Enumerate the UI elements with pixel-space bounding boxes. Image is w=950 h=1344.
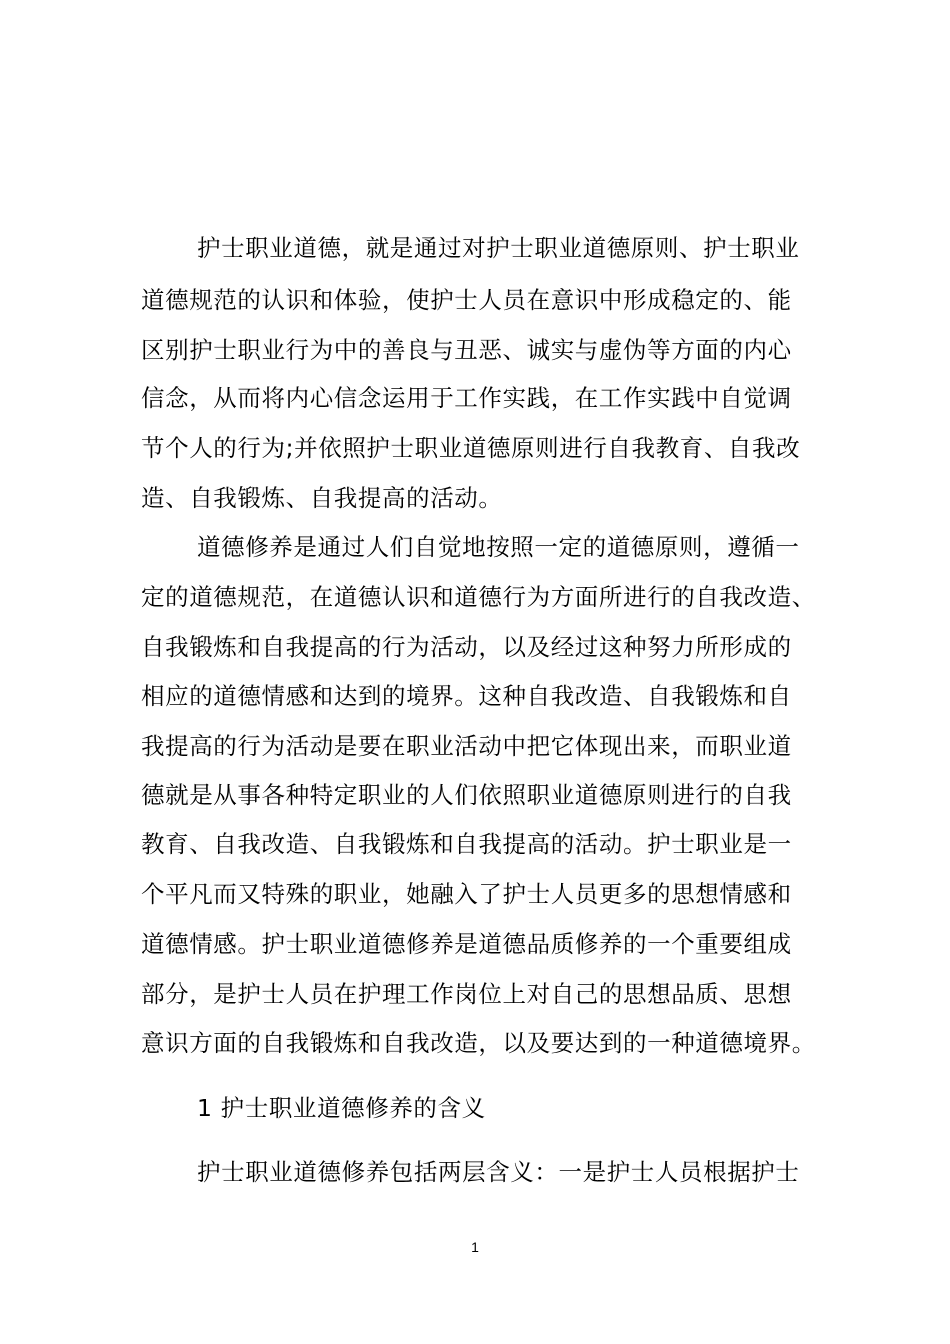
paragraph-2-line-3: 自我锻炼和自我提高的行为活动，以及经过这种努力所形成的 bbox=[141, 633, 792, 661]
paragraph-1-line-6: 造、自我锻炼、自我提高的活动。 bbox=[141, 484, 503, 512]
page-number: 1 bbox=[471, 1239, 479, 1255]
paragraph-1-line-4: 信念，从而将内心信念运用于工作实践，在工作实践中自觉调 bbox=[141, 384, 792, 412]
paragraph-2-line-1: 道德修养是通过人们自觉地按照一定的道德原则，遵循一 bbox=[197, 533, 800, 561]
paragraph-2-line-11: 意识方面的自我锻炼和自我改造，以及要达到的一种道德境界。 bbox=[141, 1029, 816, 1057]
paragraph-2-line-2: 定的道德规范，在道德认识和道德行为方面所进行的自我改造、 bbox=[141, 583, 816, 611]
paragraph-2-line-6: 德就是从事各种特定职业的人们依照职业道德原则进行的自我 bbox=[141, 781, 792, 809]
paragraph-2-line-10: 部分，是护士人员在护理工作岗位上对自己的思想品质、思想 bbox=[141, 980, 792, 1008]
paragraph-2-line-9: 道德情感。护士职业道德修养是道德品质修养的一个重要组成 bbox=[141, 930, 792, 958]
paragraph-2-line-4: 相应的道德情感和达到的境界。这种自我改造、自我锻炼和自 bbox=[141, 682, 792, 710]
paragraph-1-line-1: 护士职业道德，就是通过对护士职业道德原则、护士职业 bbox=[197, 234, 800, 262]
section-heading: 1 护士职业道德修养的含义 bbox=[197, 1094, 486, 1122]
paragraph-1-line-2: 道德规范的认识和体验，使护士人员在意识中形成稳定的、能 bbox=[141, 286, 792, 314]
paragraph-2-line-8: 个平凡而又特殊的职业，她融入了护士人员更多的思想情感和 bbox=[141, 880, 792, 908]
paragraph-2-line-7: 教育、自我改造、自我锻炼和自我提高的活动。护士职业是一 bbox=[141, 830, 792, 858]
paragraph-2-line-5: 我提高的行为活动是要在职业活动中把它体现出来，而职业道 bbox=[141, 732, 792, 760]
paragraph-1-line-5: 节个人的行为;并依照护士职业道德原则进行自我教育、自我改 bbox=[141, 434, 801, 462]
paragraph-1-line-3: 区别护士职业行为中的善良与丑恶、诚实与虚伪等方面的内心 bbox=[141, 336, 792, 364]
paragraph-3-line-1: 护士职业道德修养包括两层含义：一是护士人员根据护士 bbox=[197, 1158, 800, 1186]
